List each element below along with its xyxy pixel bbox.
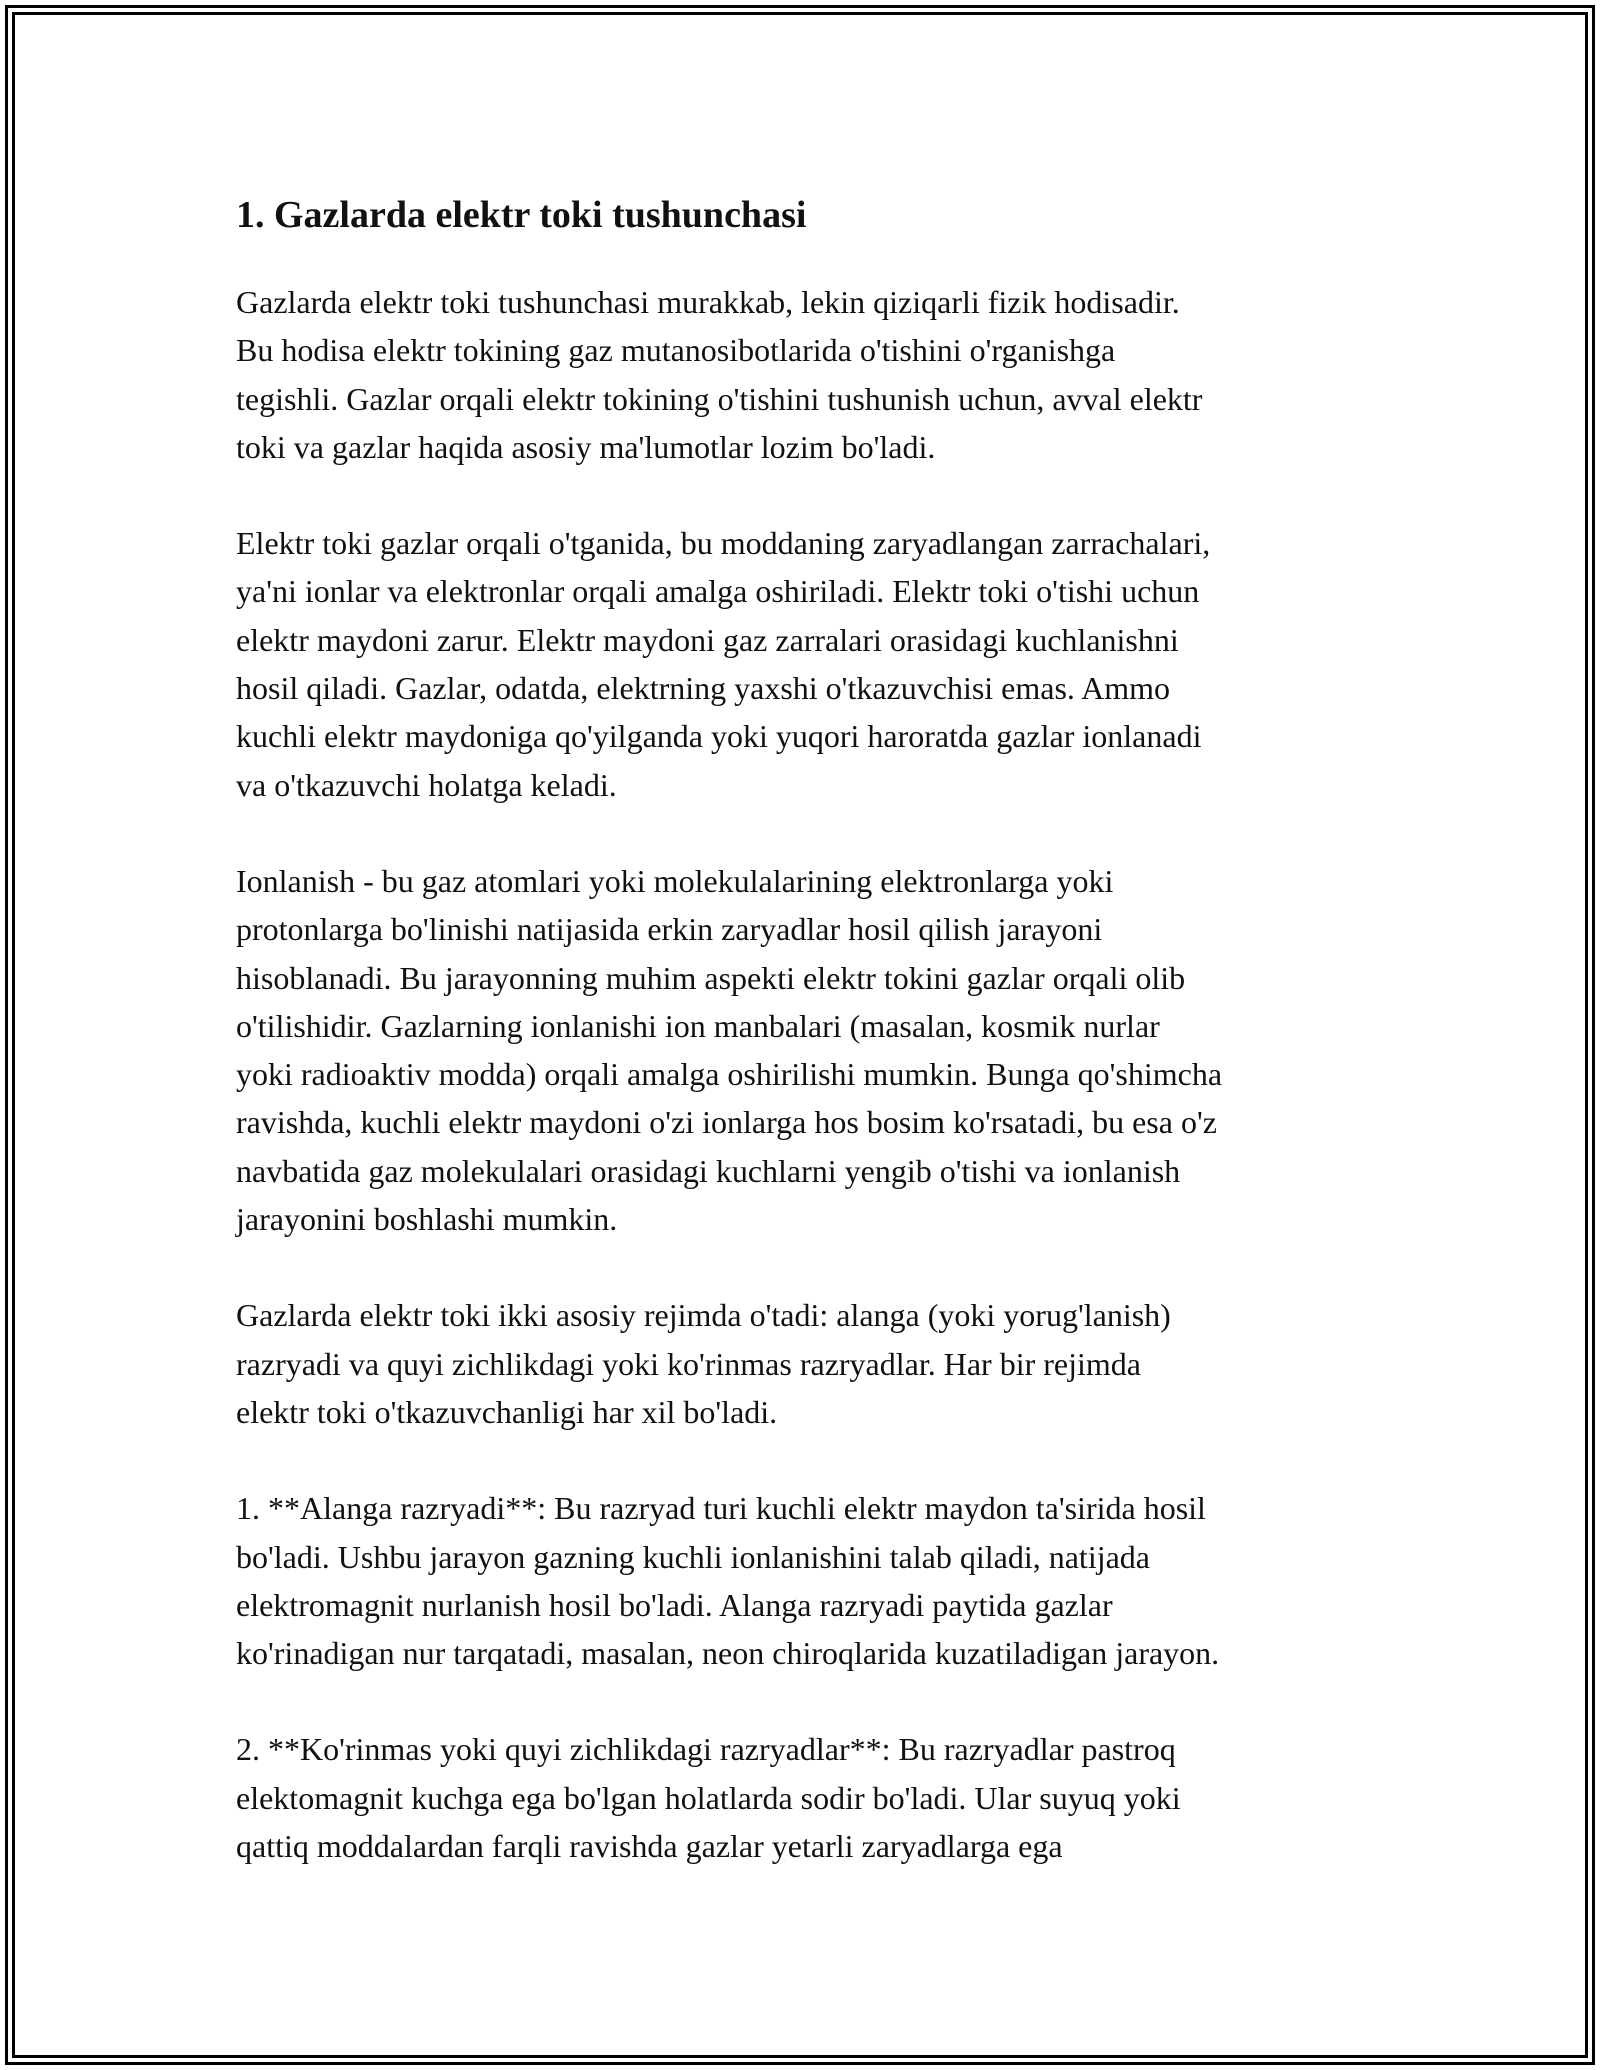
- paragraph-line: elektr maydoni zarur. Elektr maydoni gaz zarralari orasidagi kuchlanishni: [236, 621, 1179, 658]
- paragraph-line: hosil qiladi. Gazlar, odatda, elektrning yaxshi o'tkazuvchisi emas. Ammo: [236, 670, 1171, 707]
- paragraph-line: hisoblanadi. Bu jarayonning muhim aspekti elektr tokini gazlar orqali olib: [236, 959, 1186, 996]
- paragraph-line: protonlarga bo'linishi natijasida erkin zaryadlar hosil qilish jarayoni: [236, 911, 1103, 948]
- paragraph-line: toki va gazlar haqida asosiy ma'lumotlar lozim bo'ladi.: [236, 428, 936, 465]
- paragraph-line: elektr toki o'tkazuvchanligi har xil bo'ladi.: [236, 1393, 778, 1430]
- paragraph-line: Gazlarda elektr toki ikki asosiy rejimda o'tadi: alanga (yoki yorug'lanish): [236, 1297, 1171, 1334]
- paragraph-line: 2. **Ko'rinmas yoki quyi zichlikdagi razryadlar**: Bu razryadlar pastroq: [236, 1731, 1176, 1768]
- paragraph-line: ravishda, kuchli elektr maydoni o'zi ionlarga hos bosim ko'rsatadi, bu esa o'z: [236, 1104, 1217, 1141]
- paragraph-line: elektomagnit kuchga ega bo'lgan holatlarda sodir bo'ladi. Ular suyuq yoki: [236, 1779, 1181, 1816]
- section-heading: 1. Gazlarda elektr toki tushunchasi: [236, 194, 807, 236]
- paragraph-5: [236, 1484, 1376, 1677]
- paragraph-line: o'tilishidir. Gazlarning ionlanishi ion manbalari (masalan, kosmik nurlar: [236, 1007, 1160, 1044]
- paragraph-1: [236, 278, 1376, 471]
- paragraph-line: razryadi va quyi zichlikdagi yoki ko'rinmas razryadlar. Har bir rejimda: [236, 1345, 1141, 1382]
- paragraph-line: jarayonini boshlashi mumkin.: [236, 1201, 618, 1238]
- paragraph-line: yoki radioaktiv modda) orqali amalga oshirilishi mumkin. Bunga qo'shimcha: [236, 1056, 1223, 1093]
- paragraph-line: ko'rinadigan nur tarqatadi, masalan, neon chiroqlarida kuzatiladigan jarayon.: [236, 1635, 1220, 1672]
- paragraph-2: [236, 519, 1376, 809]
- paragraph-line: tegishli. Gazlar orqali elektr tokining o'tishini tushunish uchun, avval elektr: [236, 380, 1203, 417]
- paragraph-line: ya'ni ionlar va elektronlar orqali amalga oshiriladi. Elektr toki o'tishi uchun: [236, 573, 1200, 610]
- paragraph-line: Gazlarda elektr toki tushunchasi murakkab, lekin qiziqarli fizik hodisadir.: [236, 284, 1180, 320]
- paragraph-6: [236, 1725, 1376, 1870]
- paragraph-line: Elektr toki gazlar orqali o'tganida, bu moddaning zaryadlangan zarrachalari,: [236, 525, 1211, 562]
- paragraph-line: 1. **Alanga razryadi**: Bu razryad turi kuchli elektr maydon ta'sirida hosil: [236, 1490, 1206, 1527]
- paragraph-line: va o'tkazuvchi holatga keladi.: [236, 766, 617, 803]
- paragraph-4: [236, 1291, 1376, 1436]
- paragraph-line: Bu hodisa elektr tokining gaz mutanosibotlarida o'tishini o'rganishga: [236, 332, 1116, 369]
- paragraph-3: [236, 857, 1376, 1243]
- paragraph-line: navbatida gaz molekulalari orasidagi kuchlarni yengib o'tishi va ionlanish: [236, 1152, 1181, 1189]
- paragraph-line: bo'ladi. Ushbu jarayon gazning kuchli ionlanishini talab qiladi, natijada: [236, 1538, 1150, 1575]
- document-body: [236, 180, 1376, 1918]
- paragraph-line: kuchli elektr maydoniga qo'yilganda yoki yuqori haroratda gazlar ionlanadi: [236, 718, 1202, 755]
- paragraph-line: qattiq moddalardan farqli ravishda gazlar yetarli zaryadlarga ega: [236, 1828, 1063, 1865]
- paragraph-line: elektromagnit nurlanish hosil bo'ladi. Alanga razryadi paytida gazlar: [236, 1586, 1113, 1623]
- paragraph-line: Ionlanish - bu gaz atomlari yoki molekulalarining elektronlarga yoki: [236, 862, 1114, 899]
